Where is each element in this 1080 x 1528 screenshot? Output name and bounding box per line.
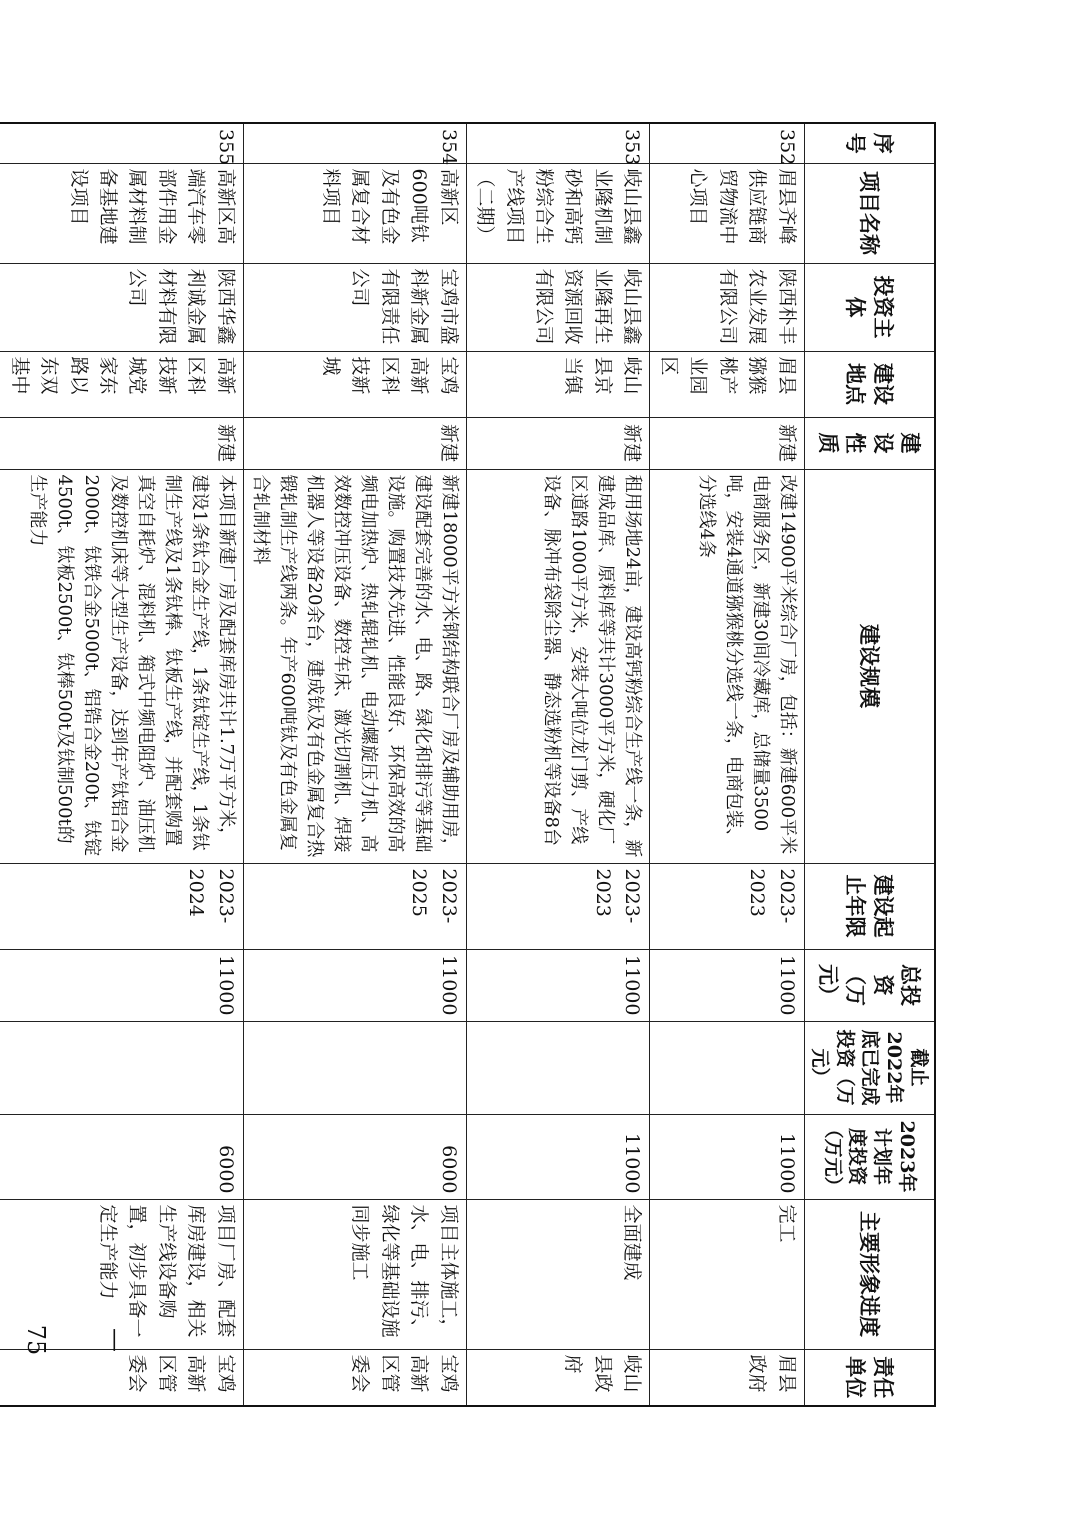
header-row	[804, 123, 935, 1406]
cell-location: 高新区科技新城党家东路以东双基中	[0, 351, 243, 417]
cell-plan: 6000	[243, 1114, 466, 1199]
cell-scale: 新建18000平方米钢结构联合厂房及辅助用房，建设配套完善的水、电、路、绿化和排污等基础设施。购置技术先进、性能良好、环保高效的高频电加热炉、热轧辊轧机、电动螺旋压力机、高效数控冲压设备、数控车床、激光切割机、焊接机器人等设备20余台，建成钛及有色金属复合热锻轧制生产线两条。年产600吨钛及有色金属复合轧制材料	[243, 469, 466, 863]
cell-unit: 眉县政府	[650, 1349, 804, 1406]
cell-no: 353	[466, 123, 650, 163]
header-investor: 投资主体	[804, 263, 935, 351]
cell-name: 高新区600吨钛及有色金属复合材料项目	[243, 163, 466, 263]
cell-plan: 11000	[466, 1114, 650, 1199]
cell-location: 岐山县京当镇	[466, 351, 650, 417]
cell-unit: 宝鸡高新区管委会	[243, 1349, 466, 1406]
cell-no: 352	[650, 123, 804, 163]
cell-location: 宝鸡高新区科技新城	[243, 351, 466, 417]
cell-progress: 全面建成	[466, 1199, 650, 1349]
cell-name: 岐山县鑫业隆机制砂和高钙粉综合生产线项目（二期）	[466, 163, 650, 263]
header-total: 总投资（万元）	[804, 949, 935, 1021]
header-nature: 建设性质	[804, 417, 935, 469]
cell-investor: 陕西朴丰农业发展有限公司	[650, 263, 804, 351]
cell-investor: 岐山县鑫业隆再生资源回收有限公司	[466, 263, 650, 351]
cell-investor: 宝鸡市盛科新金属有限责任公司	[243, 263, 466, 351]
cell-nature: 新建	[243, 417, 466, 469]
cell-no: 355	[0, 123, 243, 163]
cell-period: 2023-2025	[243, 863, 466, 949]
header-progress: 主要形象进度	[804, 1199, 935, 1349]
cell-scale: 改建14900平米综合厂房，包括：新建600平米电商服务区，新建30间冷藏库，总储量3500吨，安装4通道猕猴桃分选线一条，电商包装、分选线4条	[650, 469, 804, 863]
cell-progress: 项目主体施工，水、电、排污、绿化等基础设施同步施工	[243, 1199, 466, 1349]
cell-plan: 6000	[0, 1114, 243, 1199]
table-row	[650, 123, 804, 1406]
cell-unit: 岐山县政府	[466, 1349, 650, 1406]
header-no: 序号	[804, 123, 935, 163]
cell-period: 2023-2023	[650, 863, 804, 949]
cell-completed	[243, 1021, 466, 1114]
cell-total: 11000	[0, 949, 243, 1021]
header-completed: 截止2022年底已完成投资（万元）	[804, 1021, 935, 1114]
cell-nature: 新建	[0, 417, 243, 469]
cell-name: 眉县齐峰供应链商贸物流中心项目	[650, 163, 804, 263]
cell-completed	[650, 1021, 804, 1114]
header-name: 项目名称	[804, 163, 935, 263]
cell-no: 354	[243, 123, 466, 163]
cell-nature: 新建	[650, 417, 804, 469]
cell-unit: 宝鸡高新区管委会	[0, 1349, 243, 1406]
cell-period: 2023-2024	[0, 863, 243, 949]
cell-period: 2023-2023	[466, 863, 650, 949]
table-row	[466, 123, 650, 1406]
table-row	[0, 123, 243, 1406]
cell-completed	[0, 1021, 243, 1114]
header-period: 建设起止年限	[804, 863, 935, 949]
cell-progress: 项目厂房、配套库房建设，相关生产线设备购置，初步具备一定生产能力	[0, 1199, 243, 1349]
cell-plan: 11000	[650, 1114, 804, 1199]
cell-completed	[466, 1021, 650, 1114]
cell-name: 高新区高端汽车零部件用金属材料制备基地建设项目	[0, 163, 243, 263]
cell-scale: 本项目新建厂房及配套库房共计1.7万平方米，建设1条钛合金生产线，1条钛锭生产线，1条钛制生产线及1条钛棒、钛板生产线，并配套购置真空自耗炉、混料机、箱式中频电阻炉、油压机及数控机床等大型生产设备，达到年产钛铝合金2000t、钛铁合金5000t、铝锆合金200t、钛锭4500t、钛板2500t、钛棒500t及钛制500t的生产能力	[0, 469, 243, 863]
cell-scale: 租用场地24亩，建设高钙粉综合生产线一条，新建成品库、原料库等共计3000平方米，硬化厂区道路1000平方米，安装大吨位龙门剪、产线设备、脉冲布袋除尘器、静态选粉机等设备8台	[466, 469, 650, 863]
cell-nature: 新建	[466, 417, 650, 469]
cell-progress: 完工	[650, 1199, 804, 1349]
cell-total: 11000	[243, 949, 466, 1021]
cell-investor: 陕西华鑫利诚金属材料有限公司	[0, 263, 243, 351]
page-number: — 75	[22, 1324, 130, 1356]
header-plan: 2023年计划年度投资（万元）	[804, 1114, 935, 1199]
cell-total: 11000	[466, 949, 650, 1021]
table-row	[243, 123, 466, 1406]
header-scale: 建设规模	[804, 469, 935, 863]
project-table	[0, 122, 936, 1407]
header-unit: 责任单位	[804, 1349, 935, 1406]
cell-location: 眉县猕猴桃产业园区	[650, 351, 804, 417]
cell-total: 11000	[650, 949, 804, 1021]
header-location: 建设地点	[804, 351, 935, 417]
